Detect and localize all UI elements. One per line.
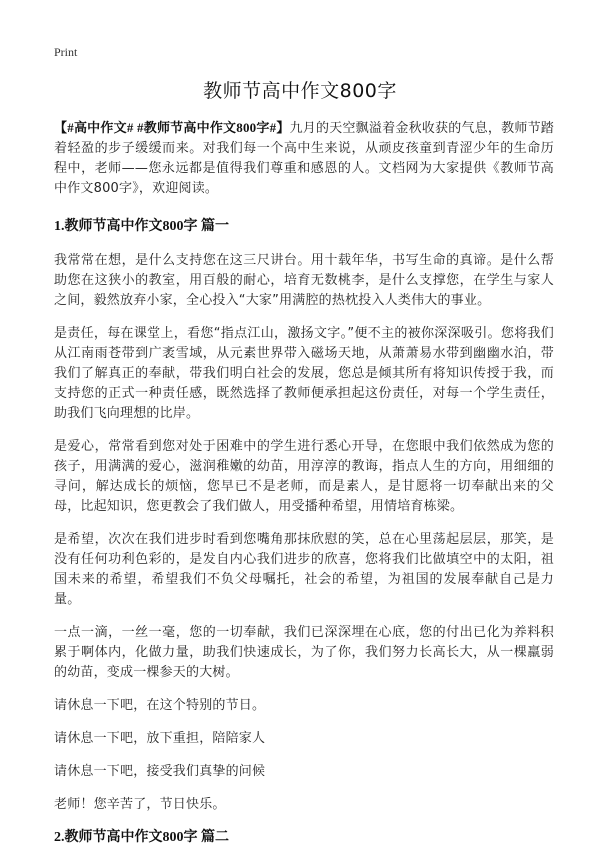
paragraph: 请休息一下吧，放下重担，陪陪家人 (54, 731, 266, 746)
paragraph: 老师！您辛苦了，节日快乐。 (54, 797, 226, 812)
paragraph: 是责任，每在课堂上，看您“指点江山，激扬文字。”便不主的被你深深吸引。您将我们从江南雨苍带到广袤雪域，从元素世界带入磁场天地，从萧萧易水带到幽幽水泊，带我们了解真正的奉献，带我们明白社会的发展，您总是倾其所有将知识传授于我，而支持您的正式一种责任感，既然选择了教师便承担起这份责任，对每一个学生责任，助我们飞向理想的比岸。 (54, 326, 554, 421)
intro-tags: 【#高中作文# #教师节高中作文800字#】 (54, 120, 290, 135)
intro-paragraph (54, 118, 554, 199)
section-heading-1: 1.教师节高中作文800字 篇一 (54, 219, 229, 234)
paragraph: 请休息一下吧，在这个特别的节日。 (54, 698, 266, 713)
paragraph: 是希望，次次在我们进步时看到您嘴角那抹欣慰的笑，总在心里荡起层层，那笑，是没有任何功利色彩的，是发自内心我们进步的欣喜，您将我们比做填空中的太阳，祖国未来的希望，希望我们不负父母嘱托，社会的希望，为祖国的发展奉献自己是力量。 (54, 532, 554, 607)
page-title: 教师节高中作文800字 (203, 80, 397, 102)
paragraph: 请休息一下吧，接受我们真挚的问候 (54, 764, 266, 779)
intro-text: 九月的天空飘溢着金秋收获的气息，教师节踏着轻盈的步子缓缓而来。对我们每一个高中生来说，从顽皮孩童到青涩少年的生命历程中，老师——您永远都是值得我们尊重和感恩的人。文档网为大家提供《教师节高中作文800字》，欢迎阅读。 (54, 121, 554, 196)
print-link[interactable]: Print (54, 45, 78, 59)
section-heading-2: 2.教师节高中作文800字 篇二 (54, 830, 229, 845)
paragraph: 是爱心，常常看到您对处于困难中的学生进行悉心开导，在您眼中我们依然成为您的孩子，用满满的爱心，滋润稚嫩的幼苗，用淳淳的教诲，指点人生的方向，用细细的寻问，解达成长的烦恼，您早已不是老师，而是素人，是甘愿将一切奉献出来的父母，比起知识，您更教会了我们做人，用受播种希望，用情培育栋梁。 (54, 439, 554, 514)
paragraph: 我常常在想，是什么支持您在这三尺讲台。用十载年华，书写生命的真谛。是什么帮助您在这狭小的教室，用百般的耐心，培育无数桃李，是什么支撑您，在学生与家人之间，毅然放弃小家，全心投入“大家”用满腔的热枕投入人类伟大的事业。 (54, 253, 554, 308)
paragraph: 一点一滴，一丝一毫，您的一切奉献，我们已深深埋在心底，您的付出已化为养料积累于啊体内，化做力量，助我们快速成长，为了你，我们努力长高长大，从一棵羸弱的幼苗，变成一棵参天的大树。 (54, 625, 554, 680)
article-body (54, 118, 554, 862)
